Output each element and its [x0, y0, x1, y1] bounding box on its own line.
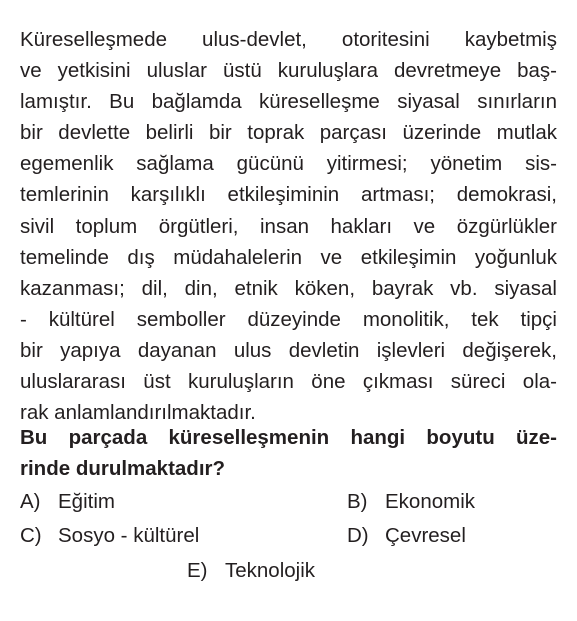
option-d[interactable] — [347, 523, 466, 549]
passage-line: kazanması; dil, din, etnik köken, bayrak vb. siyasal — [20, 276, 557, 300]
option-b[interactable] — [347, 489, 475, 515]
passage-line: - kültürel semboller düzeyinde monolitik, tek tipçi — [20, 307, 557, 331]
question-stem — [20, 422, 557, 484]
passage-text — [20, 24, 557, 428]
passage-line: temlerinin karşılıklı etkileşiminin artması; demokrasi, — [20, 183, 557, 207]
passage-line: egemenlik sağlama gücünü yitirmesi; yönetim sis- — [20, 152, 557, 176]
option-text: Çevresel — [385, 524, 466, 547]
option-text: Teknolojik — [225, 559, 316, 582]
passage-line: ve yetkisini uluslar üstü kuruluşlara devretmeye baş- — [20, 59, 557, 83]
option-letter: D) — [347, 524, 369, 547]
passage-line: Küreselleşmede ulus-devlet, otoritesini kaybetmiş — [20, 28, 557, 51]
passage-line: bir yapıya dayanan ulus devletin işlevleri değişerek, — [20, 338, 557, 362]
passage-line: uluslararası üst kuruluşların öne çıkması süreci ola- — [20, 370, 557, 394]
passage-line: sivil toplum örgütleri, insan hakları ve özgürlükler — [20, 214, 557, 238]
question-line: rinde durulmaktadır? — [20, 457, 226, 480]
option-e[interactable] — [187, 558, 315, 584]
passage-line: temelinde dış müdahalelerin ve etkileşimin yoğunluk — [20, 245, 557, 269]
option-text: Sosyo - kültürel — [58, 524, 200, 547]
passage-line: rak anlamlandırılmaktadır. — [20, 401, 256, 425]
option-text: Ekonomik — [385, 490, 476, 513]
option-letter: C) — [20, 524, 42, 547]
option-a[interactable] — [20, 489, 115, 515]
option-letter: B) — [347, 490, 368, 513]
option-c[interactable] — [20, 523, 199, 549]
option-letter: A) — [20, 490, 41, 513]
option-letter: E) — [187, 559, 208, 582]
question-line: Bu parçada küreselleşmenin hangi boyutu üze- — [20, 426, 557, 449]
passage-line: bir devlette belirli bir toprak parçası üzerinde mutlak — [20, 121, 557, 145]
option-text: Eğitim — [58, 490, 115, 513]
passage-line: lamıştır. Bu bağlamda küreselleşme siyasal sınırların — [20, 90, 557, 114]
